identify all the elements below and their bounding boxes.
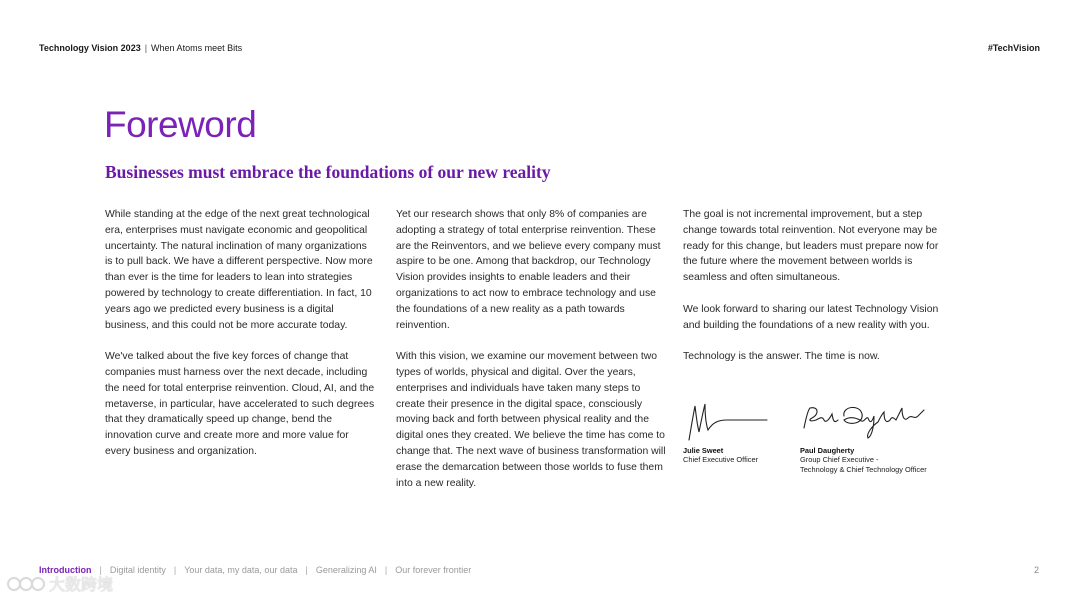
paragraph: We've talked about the five key forces of change that companies must harness over the next decade, including the need for total enterprise reinvention. Cloud, AI, and the metaverse, in particular, have accelerated to such degrees that they dramatically speed up change, bend the innovation curve and create more and more value for every business and organization. [105, 351, 375, 457]
nav-link-introduction[interactable]: Introduction [39, 565, 92, 575]
nav-link-digital-identity[interactable]: Digital identity [109, 565, 166, 575]
signatory-role: Group Chief Executive - [800, 455, 879, 464]
signatory-role: Chief Executive Officer [683, 455, 759, 464]
page-title: Foreword [104, 104, 257, 145]
report-title: Technology Vision 2023 [39, 43, 141, 53]
nav-divider: | [173, 565, 177, 575]
page-subtitle: Businesses must embrace the foundations of our new reality [105, 162, 551, 182]
signatory-name: Paul Daugherty [800, 446, 855, 455]
paragraph: With this vision, we examine our movement between two types of worlds, physical and digital. Over the years, enterprises and individuals have taken many steps to create their presence in the digital space, consciously moving back and forth between physical reality and the digital ones they created. We believe the time has come to change that. The next wave of business transformation will erase the demarcation between those worlds to fuse them into a new reality. [396, 351, 666, 489]
signature-julie-sweet-image [683, 398, 773, 442]
paragraph: Technology is the answer. The time is now. [683, 351, 880, 363]
nav-divider: | [305, 565, 308, 575]
paragraph: We look forward to sharing our latest Technology Vision and building the foundations of a new reality with you. [683, 303, 939, 331]
nav-divider: | [99, 565, 102, 575]
header-brand-line [39, 43, 242, 53]
nav-link-generalizing-ai[interactable]: Generalizing AI [315, 565, 377, 575]
hashtag: #TechVision [987, 43, 1040, 53]
paragraph: While standing at the edge of the next great technological era, enterprises must navigate economic and geopolitical uncertainty. The natural inclination of many organizations is to pull back. We have a different perspective. Now more than ever is the time for leaders to lean into strategies powered by technology to create differentiation. In fact, 10 years ago we predicted every business is a digital business, and this could not be more accurate today. [105, 209, 373, 331]
paragraph: The goal is not incremental improvement, but a step change towards total reinvention. Not everyone may be ready for this change, but leaders must prepare now for the future where the movement between worlds is seamless and often simultaneous. [683, 209, 939, 284]
text-column-1 [105, 207, 375, 476]
header-separator: | [144, 43, 148, 53]
paragraph: Yet our research shows that only 8% of companies are adopting a strategy of total enterprise reinvention. These are the Reinventors, and we believe every company must aspire to be one. Among that backdrop, our Technology Vision provides insights to enable leaders and their organizations to act now to embrace technology and use the foundations of a new reality as a path towards reinvention. [396, 209, 661, 331]
report-subtitle: When Atoms meet Bits [151, 43, 243, 53]
text-column-3 [683, 207, 953, 381]
nav-divider: | [384, 565, 388, 575]
signature-block-julie-sweet [683, 398, 773, 465]
watermark-text: 大数跨境 [49, 577, 114, 594]
watermark [6, 572, 113, 595]
nav-link-forever-frontier[interactable]: Our forever frontier [395, 565, 472, 575]
signatory-role-continued: Technology & Chief Technology Officer [800, 464, 927, 474]
text-column-2 [396, 207, 666, 507]
signatory-name: Julie Sweet [683, 446, 724, 455]
nav-link-your-data[interactable]: Your data, my data, our data [184, 565, 298, 575]
signature-block-paul-daugherty [800, 398, 930, 474]
signature-paul-daugherty-image [800, 398, 930, 442]
page-number: 2 [1033, 565, 1039, 575]
watermark-logo-icon [6, 573, 46, 595]
